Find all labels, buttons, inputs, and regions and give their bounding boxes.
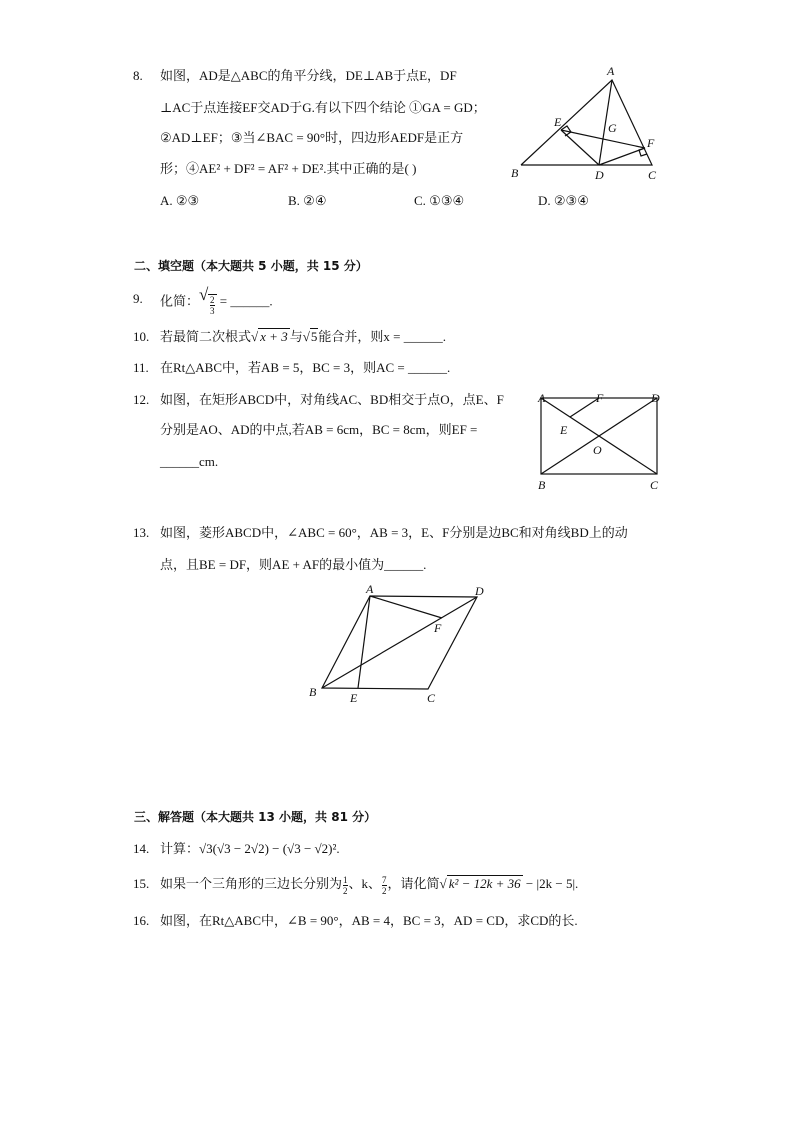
q13-rhombus-figure: [300, 580, 500, 710]
q10-text-3: 能合并，则x = ______.: [318, 329, 446, 344]
q10-radicand-2: 5: [310, 329, 318, 344]
q15-radicand: k² − 12k + 36: [448, 876, 521, 891]
q9-radical: [199, 285, 217, 316]
q8-option-b: B. ②④: [288, 193, 327, 208]
q13-label-e: E: [350, 691, 358, 705]
q8-line-2: ⊥AC于点连接EF交AD于G.有以下四个结论 ①GA = GD；: [160, 100, 486, 115]
q13-label-c: C: [427, 691, 436, 705]
q9-prefix: 化简：: [160, 293, 200, 309]
q8-label-a: A: [607, 64, 615, 78]
q11-number: 11.: [133, 360, 149, 375]
q12-label-e: E: [560, 423, 568, 437]
q10-text-2: 与: [289, 329, 303, 344]
q15-line: [160, 874, 578, 896]
q12-label-b: B: [538, 478, 546, 492]
q9-number: 9.: [133, 291, 143, 306]
q15-text-2: ，请化简: [387, 876, 440, 891]
q8-option-d: D. ②③④: [538, 193, 589, 208]
q12-label-c: C: [650, 478, 659, 492]
q15-fraction-2-denominator: 2: [382, 885, 387, 896]
q8-label-e: E: [554, 115, 562, 129]
q8-number: 8.: [133, 68, 143, 83]
sqrt-sign-icon: √: [302, 329, 310, 344]
q8-label-c: C: [648, 168, 657, 182]
q15-text-3: − |2k − 5|.: [522, 876, 579, 891]
q8-line-4: 形；④AE² + DF² = AF² + DE².其中正确的是( ): [160, 161, 417, 176]
q15-fraction-2-numerator: 7: [382, 874, 387, 885]
q12-label-d: D: [651, 391, 660, 405]
q12-line-3: ______cm.: [160, 454, 219, 469]
q14-text: 计算：√3(√3 − 2√2) − (√3 − √2)².: [160, 841, 340, 856]
q8-triangle-figure: [500, 60, 670, 185]
q8-option-c: C. ①③④: [414, 193, 465, 208]
q9-fraction-denominator: 3: [210, 306, 215, 316]
q12-line-1: 如图，在矩形ABCD中，对角线AC、BD相交于点O，点E、F: [160, 392, 504, 407]
q11-text: 在Rt△ABC中，若AB = 5，BC = 3，则AC = ______.: [160, 360, 451, 375]
q8-label-f: F: [647, 136, 655, 150]
q15-number: 15.: [133, 876, 150, 891]
q8-label-d: D: [595, 168, 604, 182]
q12-label-a: A: [538, 391, 546, 405]
sqrt-sign-icon: √: [199, 285, 209, 304]
q8-line-1: 如图，AD是△ABC的角平分线，DE⊥AB于点E，DF: [160, 68, 457, 83]
q13-label-b: B: [309, 685, 317, 699]
sqrt-sign-icon: √: [439, 876, 447, 891]
q8-label-g: G: [608, 121, 617, 135]
section-2-title: 二、填空题（本大题共 5 小题，共 15 分）: [134, 259, 368, 273]
q9-fraction-numerator: 2: [210, 295, 215, 305]
q8-option-a: A. ②③: [160, 193, 200, 208]
q14-number: 14.: [133, 841, 150, 856]
q13-label-f: F: [434, 621, 442, 635]
q15-fraction-1-numerator: 1: [343, 874, 348, 885]
q13-label-a: A: [366, 582, 374, 596]
q15-separator: 、k、: [348, 876, 382, 891]
q9-line: [160, 285, 273, 316]
q10-radicand-1: x + 3: [260, 329, 288, 344]
q13-line-2: 点，且BE = DF，则AE + AF的最小值为______.: [160, 557, 427, 572]
q13-number: 13.: [133, 525, 150, 540]
q10-text-1: 若最简二次根式: [160, 329, 252, 344]
q10-number: 10.: [133, 329, 150, 344]
q13-label-d: D: [475, 584, 484, 598]
q10-line: [160, 327, 446, 347]
q16-text: 如图，在Rt△ABC中，∠B = 90°，AB = 4，BC = 3，AD = CD，求CD的长.: [160, 913, 578, 928]
q12-label-f: F: [596, 391, 604, 405]
q8-line-3: ②AD⊥EF；③当∠BAC = 90°时，四边形AEDF是正方: [160, 130, 464, 145]
q12-label-o: O: [593, 443, 602, 457]
sqrt-sign-icon: √: [251, 329, 259, 344]
q9-suffix: = ______.: [216, 293, 273, 309]
q12-rectangle-figure: [530, 388, 670, 494]
q15-fraction-1-denominator: 2: [343, 885, 348, 896]
q13-line-1: 如图，菱形ABCD中，∠ABC = 60°，AB = 3，E、F分别是边BC和对角线BD上的动: [160, 525, 628, 540]
section-3-title: 三、解答题（本大题共 13 小题，共 81 分）: [134, 810, 377, 824]
q8-label-b: B: [511, 166, 519, 180]
q12-number: 12.: [133, 392, 150, 407]
q16-number: 16.: [133, 913, 150, 928]
q15-text-1: 如果一个三角形的三边长分别为: [160, 876, 343, 891]
q12-line-2: 分别是AO、AD的中点,若AB = 6cm，BC = 8cm，则EF =: [160, 422, 478, 437]
